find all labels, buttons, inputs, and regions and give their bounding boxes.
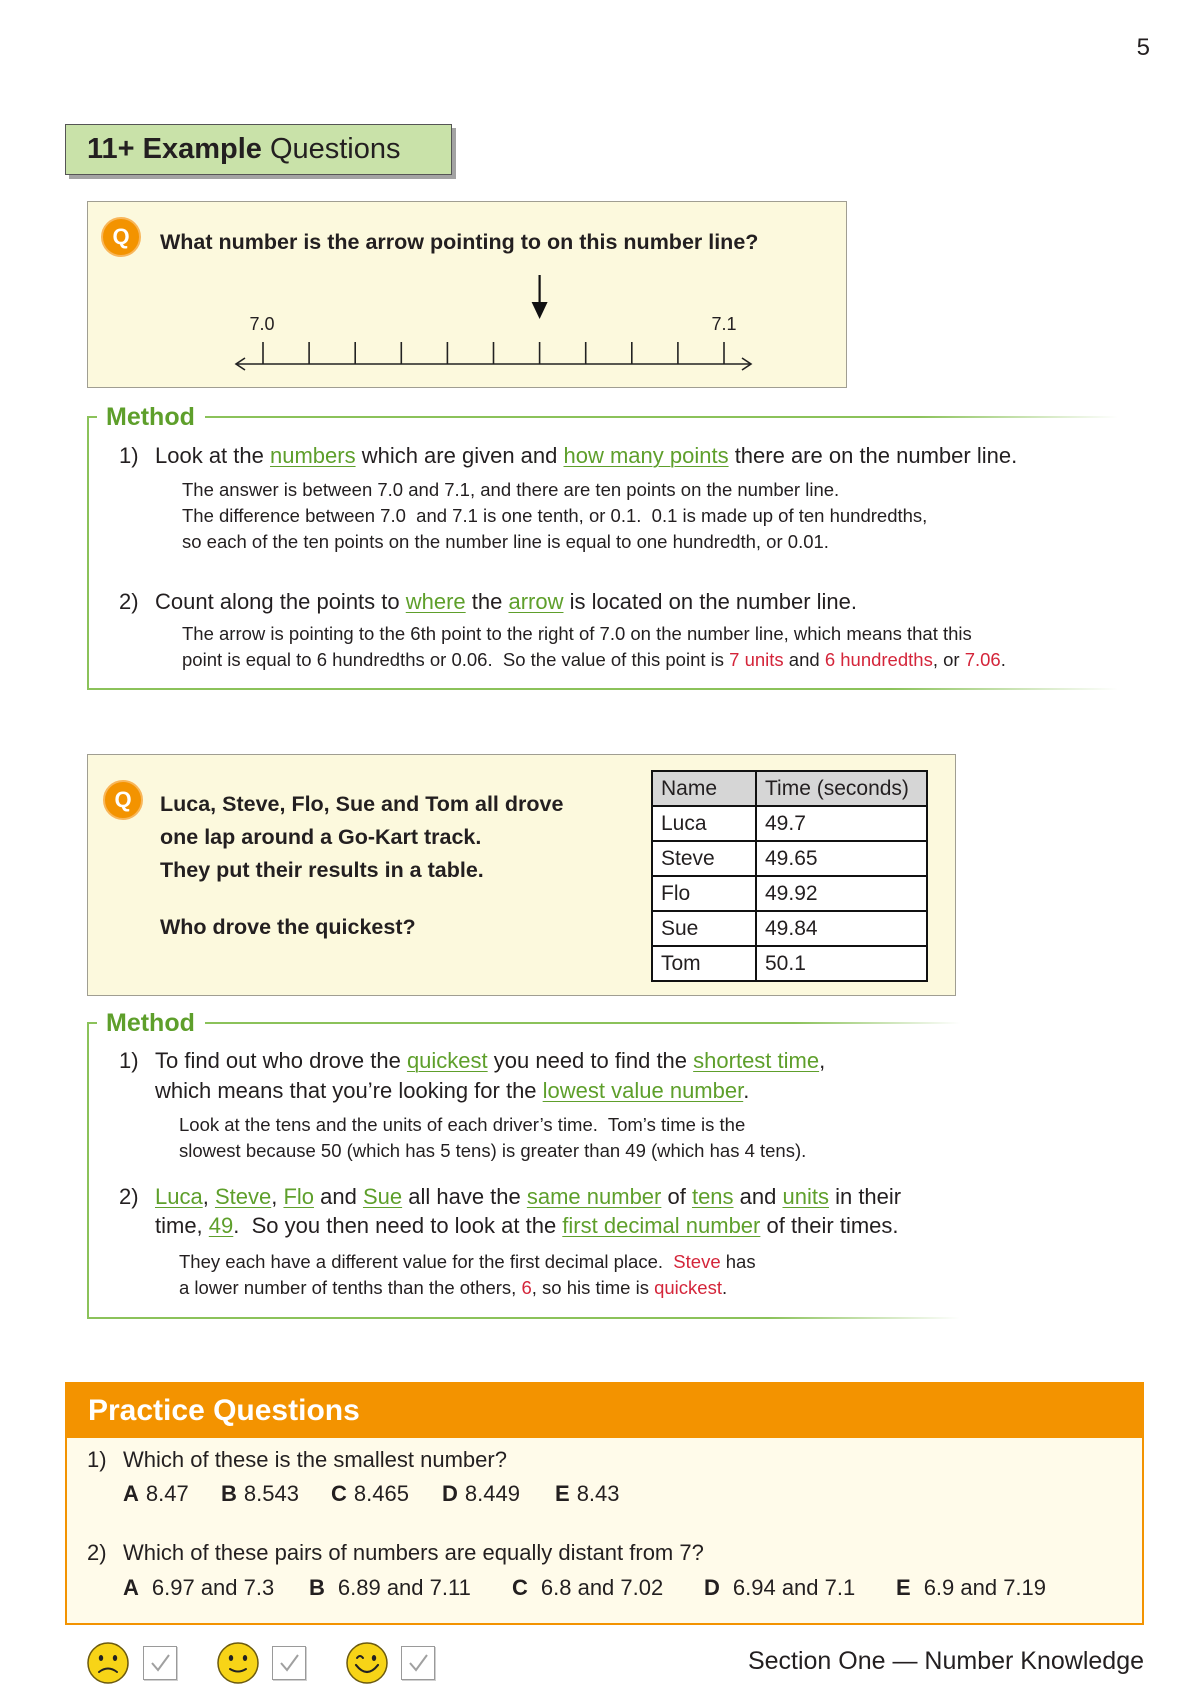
question-line: They put their results in a table. bbox=[160, 858, 484, 882]
check-mark-icon bbox=[405, 1650, 431, 1676]
instruction-line bbox=[155, 1076, 825, 1106]
text-run: Count along the points to bbox=[155, 589, 406, 614]
practice-question-text: Which of these pairs of numbers are equally distant from 7? bbox=[123, 1540, 704, 1565]
tick-box-icon[interactable] bbox=[143, 1646, 177, 1680]
number-line-start-label: 7.0 bbox=[249, 314, 275, 334]
key-term: how many points bbox=[563, 443, 729, 468]
answer-highlight: 7 units bbox=[729, 649, 784, 670]
unsure-face-icon bbox=[86, 1641, 130, 1685]
text-run: slowest because 50 (which has 5 tens) is greater than 49 (which has 4 tens). bbox=[179, 1140, 807, 1161]
practice-title: Practice Questions bbox=[88, 1394, 360, 1427]
practice-question-number: 1) bbox=[87, 1447, 107, 1472]
key-term: where bbox=[405, 589, 466, 614]
down-arrow-icon bbox=[532, 275, 548, 319]
table-row bbox=[652, 841, 927, 876]
option-value: 8.465 bbox=[353, 1481, 409, 1506]
check-mark-icon bbox=[276, 1650, 302, 1676]
explanation-line bbox=[182, 503, 927, 529]
question-prompt: Who drove the quickest? bbox=[160, 915, 416, 939]
option-letter: C bbox=[512, 1575, 528, 1600]
text-run: . So you then need to look at the bbox=[233, 1213, 563, 1238]
text-run: To find out who drove the bbox=[155, 1048, 407, 1073]
answer-option bbox=[123, 1574, 274, 1602]
option-letter: C bbox=[331, 1481, 347, 1506]
option-letter: A bbox=[123, 1575, 139, 1600]
answer-option bbox=[896, 1574, 1046, 1602]
instruction-line bbox=[155, 1211, 901, 1240]
practice-question-number: 2) bbox=[87, 1540, 107, 1565]
option-value: 6.94 and 7.1 bbox=[732, 1575, 856, 1600]
answer-option bbox=[704, 1574, 855, 1602]
driver-name-cell: Steve bbox=[652, 841, 756, 876]
tick-box-icon[interactable] bbox=[272, 1646, 306, 1680]
lap-time-cell: 49.65 bbox=[756, 841, 927, 876]
key-term: numbers bbox=[269, 443, 356, 468]
driver-name-cell: Luca bbox=[652, 806, 756, 841]
option-value: 8.47 bbox=[145, 1481, 189, 1506]
table-row bbox=[652, 806, 927, 841]
answer-highlight: 6 bbox=[521, 1277, 532, 1298]
answer-option bbox=[555, 1480, 620, 1508]
text-run: there are on the number line. bbox=[728, 443, 1018, 468]
answer-option bbox=[442, 1480, 520, 1508]
method-bracket-top-rule bbox=[205, 1022, 960, 1024]
check-mark-icon bbox=[147, 1650, 173, 1676]
answer-option bbox=[331, 1480, 409, 1508]
method-bracket-bottom-rule bbox=[87, 688, 1118, 690]
practice-question-text: Which of these is the smallest number? bbox=[123, 1447, 507, 1472]
answer-option bbox=[512, 1574, 663, 1602]
step-number: 1) bbox=[119, 443, 139, 468]
explanation-line bbox=[179, 1138, 806, 1164]
key-term: 49 bbox=[208, 1213, 234, 1238]
lap-time-cell: 50.1 bbox=[756, 946, 927, 981]
key-term: Steve bbox=[214, 1184, 272, 1209]
answer-highlight: Steve bbox=[673, 1251, 721, 1272]
step-instruction bbox=[155, 442, 1017, 470]
step-explanation bbox=[179, 1249, 756, 1301]
lap-time-cell: 49.92 bbox=[756, 876, 927, 911]
instruction-line bbox=[155, 588, 857, 616]
text-run: The answer is between 7.0 and 7.1, and there are ten points on the number line. bbox=[182, 479, 840, 500]
option-value: 6.97 and 7.3 bbox=[151, 1575, 275, 1600]
key-term: units bbox=[782, 1184, 829, 1209]
table-header-row bbox=[652, 771, 927, 806]
question-line: one lap around a Go-Kart track. bbox=[160, 825, 482, 849]
answer-option bbox=[221, 1480, 299, 1508]
text-run: The arrow is pointing to the 6th point to the right of 7.0 on the number line, which means that this bbox=[182, 623, 972, 644]
key-term: Sue bbox=[362, 1184, 403, 1209]
text-run: Look at the bbox=[155, 443, 270, 468]
arrow-head bbox=[532, 302, 548, 319]
option-letter: D bbox=[704, 1575, 720, 1600]
text-run: in their bbox=[828, 1184, 902, 1209]
key-term: lowest value number bbox=[542, 1078, 744, 1103]
section-header-regular: Questions bbox=[269, 133, 401, 165]
key-term: first decimal number bbox=[562, 1213, 761, 1238]
answer-highlight: 6 hundredths bbox=[824, 649, 933, 670]
answer-option bbox=[309, 1574, 471, 1602]
text-run: a lower number of tenths than the others, bbox=[179, 1277, 522, 1298]
number-line-end-label: 7.1 bbox=[711, 314, 737, 334]
step-explanation bbox=[179, 1112, 806, 1164]
q-badge-icon: Q bbox=[101, 217, 141, 257]
key-term: quickest bbox=[406, 1048, 488, 1073]
key-term: same number bbox=[526, 1184, 662, 1209]
text-run: point is equal to 6 hundredths or 0.06. So the value of this point is bbox=[182, 649, 730, 670]
text-run: . bbox=[721, 1277, 728, 1298]
table-row bbox=[652, 911, 927, 946]
method-heading: Method bbox=[106, 1009, 195, 1037]
explanation-line bbox=[179, 1112, 806, 1138]
lap-time-cell: 49.84 bbox=[756, 911, 927, 946]
option-value: 8.43 bbox=[576, 1481, 620, 1506]
explanation-line bbox=[182, 529, 927, 555]
text-run: . bbox=[1000, 649, 1006, 670]
step-number: 1) bbox=[119, 1048, 139, 1073]
results-table bbox=[651, 770, 928, 982]
step-number: 2) bbox=[119, 1184, 139, 1209]
instruction-line bbox=[155, 1046, 825, 1076]
option-letter: D bbox=[442, 1481, 458, 1506]
option-value: 8.449 bbox=[464, 1481, 520, 1506]
key-term: Luca bbox=[155, 1184, 203, 1209]
text-run: They each have a different value for the first decimal place. bbox=[179, 1251, 674, 1272]
section-title-footer: Section One — Number Knowledge bbox=[747, 1647, 1144, 1675]
explanation-line bbox=[182, 477, 927, 503]
option-letter: B bbox=[309, 1575, 325, 1600]
text-run: the bbox=[465, 589, 509, 614]
text-run: and bbox=[733, 1184, 783, 1209]
tick-marks bbox=[263, 342, 724, 364]
step-explanation bbox=[182, 621, 1006, 673]
text-run: time, bbox=[155, 1213, 209, 1238]
practice-header-bar bbox=[67, 1384, 1142, 1438]
page-number: 5 bbox=[1136, 34, 1150, 61]
explanation-line bbox=[179, 1275, 756, 1301]
text-run: of bbox=[661, 1184, 692, 1209]
question-text bbox=[160, 788, 563, 887]
answer-option bbox=[123, 1480, 189, 1508]
driver-name-cell: Sue bbox=[652, 911, 756, 946]
text-run: and bbox=[314, 1184, 363, 1209]
text-run: The difference between 7.0 and 7.1 is one tenth, or 0.1. 0.1 is made up of ten hundredths, bbox=[182, 505, 928, 526]
text-run: which means that you’re looking for the bbox=[155, 1078, 543, 1103]
table-row bbox=[652, 876, 927, 911]
step-number: 2) bbox=[119, 589, 139, 614]
driver-name-cell: Tom bbox=[652, 946, 756, 981]
answer-highlight: 7.06 bbox=[964, 649, 1001, 670]
tick-box-icon[interactable] bbox=[401, 1646, 435, 1680]
method-bracket-top-rule bbox=[205, 416, 1118, 418]
happy-face-icon bbox=[345, 1641, 389, 1685]
instruction-line bbox=[155, 1182, 901, 1211]
key-term: Flo bbox=[283, 1184, 315, 1209]
method-bracket-side-rule bbox=[87, 1022, 89, 1319]
option-letter: E bbox=[896, 1575, 911, 1600]
option-value: 8.543 bbox=[243, 1481, 299, 1506]
explanation-line bbox=[179, 1249, 756, 1275]
section-header bbox=[65, 124, 452, 175]
q-badge-icon: Q bbox=[103, 780, 143, 820]
option-value: 6.8 and 7.02 bbox=[540, 1575, 664, 1600]
option-letter: E bbox=[555, 1481, 570, 1506]
key-term: arrow bbox=[508, 589, 564, 614]
step-explanation bbox=[182, 477, 927, 555]
text-run: Look at the tens and the units of each driver’s time. Tom’s time is the bbox=[179, 1114, 746, 1135]
text-run: which are given and bbox=[355, 443, 564, 468]
key-term: shortest time bbox=[693, 1048, 820, 1073]
method-heading: Method bbox=[106, 403, 195, 431]
column-header-name: Name bbox=[652, 771, 756, 806]
text-run: so each of the ten points on the number line is equal to one hundredth, or 0.01. bbox=[182, 531, 829, 552]
option-value: 6.89 and 7.11 bbox=[337, 1575, 471, 1600]
method-bracket-side-rule bbox=[87, 416, 89, 690]
step-instruction bbox=[155, 1046, 825, 1106]
text-run: is located on the number line. bbox=[563, 589, 857, 614]
text-run: , so his time is bbox=[531, 1277, 655, 1298]
text-run: , bbox=[202, 1184, 215, 1209]
text-run: . bbox=[743, 1078, 750, 1103]
number-line bbox=[87, 201, 847, 388]
answer-highlight: quickest bbox=[654, 1277, 722, 1298]
key-term: tens bbox=[691, 1184, 734, 1209]
column-header-time: Time (seconds) bbox=[756, 771, 927, 806]
lap-time-cell: 49.7 bbox=[756, 806, 927, 841]
text-run: all have the bbox=[402, 1184, 527, 1209]
question-line: Luca, Steve, Flo, Sue and Tom all drove bbox=[160, 792, 564, 816]
text-run: , bbox=[271, 1184, 284, 1209]
driver-name-cell: Flo bbox=[652, 876, 756, 911]
step-instruction bbox=[155, 588, 857, 616]
text-run: has bbox=[720, 1251, 756, 1272]
text-run: of their times. bbox=[760, 1213, 899, 1238]
instruction-line bbox=[155, 442, 1017, 470]
option-letter: A bbox=[123, 1481, 139, 1506]
method-bracket-bottom-rule bbox=[87, 1317, 960, 1319]
explanation-line bbox=[182, 647, 1006, 673]
text-run: and bbox=[783, 649, 825, 670]
step-instruction bbox=[155, 1182, 901, 1240]
option-value: 6.9 and 7.19 bbox=[923, 1575, 1047, 1600]
explanation-line bbox=[182, 621, 1006, 647]
text-run: you need to find the bbox=[487, 1048, 694, 1073]
question-text: What number is the arrow pointing to on this number line? bbox=[160, 230, 759, 254]
text-run: , bbox=[819, 1048, 826, 1073]
table-row bbox=[652, 946, 927, 981]
okay-face-icon bbox=[216, 1641, 260, 1685]
text-run: , or bbox=[932, 649, 965, 670]
section-header-bold: 11+ Example bbox=[87, 133, 262, 165]
option-letter: B bbox=[221, 1481, 237, 1506]
